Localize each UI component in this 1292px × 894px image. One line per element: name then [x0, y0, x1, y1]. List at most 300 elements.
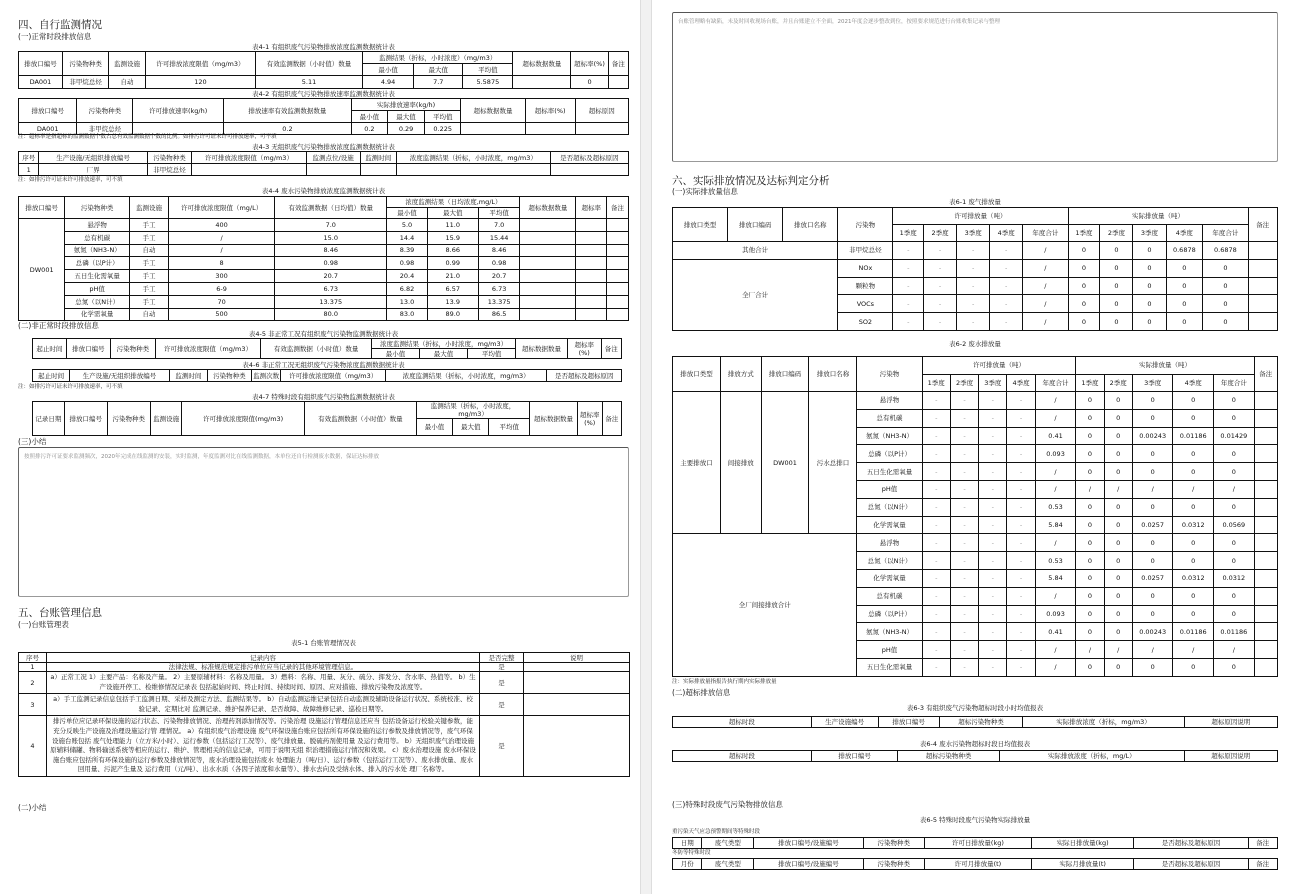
table-cell	[520, 257, 576, 270]
table-cell	[606, 244, 628, 257]
header-cell: 许可排放浓度限值(mg/m3)	[182, 402, 304, 436]
header-cell: 序号	[19, 653, 47, 663]
table-cell: 8.39	[387, 244, 427, 257]
table-cell	[524, 716, 630, 777]
table-cell: -	[979, 534, 1007, 552]
table-cell: 0.0312	[1173, 569, 1214, 587]
header-cell: 许可排放浓度限值（mg/m3）	[145, 52, 255, 76]
table-cell: -	[979, 463, 1007, 481]
table-cell: DW001	[761, 392, 809, 534]
table-cell: -	[1007, 427, 1035, 445]
header-cell: 超标时段	[673, 751, 812, 762]
table-cell: 0	[1173, 605, 1214, 623]
header-cell: 超标率(%)	[567, 339, 601, 359]
table-cell: 0	[1173, 409, 1214, 427]
header-cell: 监测结果（折标，小时浓度）（mg/m3）	[362, 52, 513, 64]
table-cell	[606, 282, 628, 295]
table-cell: 是	[480, 716, 524, 777]
table-cell: 6.57	[427, 282, 478, 295]
header-cell: 生产设施编号	[811, 717, 878, 728]
header-cell: 污染物种类	[208, 370, 251, 382]
header-cell: 最小值	[362, 64, 413, 76]
table-cell: 0	[1133, 242, 1166, 260]
table-cell: 0	[1076, 569, 1104, 587]
table-cell: -	[979, 480, 1007, 498]
header-cell: 超标污染物种类	[898, 751, 1000, 762]
table-cell	[524, 663, 630, 672]
table-cell: 0	[1173, 534, 1214, 552]
table-cell: -	[979, 516, 1007, 534]
table-cell	[396, 164, 550, 176]
table-cell: -	[922, 463, 950, 481]
table-cell: 0	[1166, 295, 1203, 313]
table-cell: 排污单位应记录环保设施的运行状态、污染物排放情况、治理药剂添加情况等。污染治理 设施运行管理信息还应当 包括设备运行校验关键参数，能充分反映生产设施及治理设施运行管 理情况。 a）有组织废气治理设施 废气环保设施台账应包括所有环保设施的运行参数及排放情况等，废气环保设施台账包括 废气处理能力（立方米/小时）、运行参数（包括运行工况等）、废气排放量、脱硫药剂使用量 及运行费用等。 b）无组织废气治理设施 原辅料储罐、物料输送系统等相应的运行、维护、管理相关的信息记录，可用于说明无组 织治理措施运行情况和效果。 c）废水治理设施 废水环保设施台账应包括所有环保设施的运行参数及排放情况等，废水治理设施包括废水 处理能力（吨/日）、运行参数（包括运行工况等）、废水排放量、废水回用量、污泥产生量及 运行费用（元/吨）、出水水质（各因子浓度和水量等）、排水去向及受纳水体、排入的污水处 理厂名称等。	[47, 716, 480, 777]
header-cell: 是否完整	[480, 653, 524, 663]
table-cell: -	[990, 313, 1023, 331]
table-cell: 0.6878	[1203, 242, 1248, 260]
table-6-1	[672, 207, 1278, 331]
table-cell: -	[979, 427, 1007, 445]
table-cell: 0.98	[387, 257, 427, 270]
table-cell: 手工	[130, 257, 169, 270]
header-cell: 是否超标及超标原因	[547, 370, 622, 382]
header-cell: 备注	[1254, 357, 1277, 392]
table-cell: -	[893, 313, 924, 331]
table-cell: 自动	[130, 308, 169, 321]
table-cell: 0	[1133, 277, 1166, 295]
header-cell: 浓度监测结果（日均浓度,mg/L）	[387, 197, 520, 208]
table-cell: 0	[1214, 658, 1255, 676]
table-cell: 0	[1132, 392, 1173, 410]
table-cell: 0.98	[478, 257, 519, 270]
header-cell: 排放口名称	[783, 208, 838, 242]
table-cell: -	[1007, 498, 1035, 516]
header-cell: 1季度	[922, 374, 950, 392]
table-cell: 0	[1104, 605, 1132, 623]
table-cell: 0	[1100, 313, 1133, 331]
header-cell: 4季度	[1007, 374, 1035, 392]
table-cell: 0	[1214, 445, 1255, 463]
table-cell	[1254, 516, 1277, 534]
header-cell: 实际月排放量(t)	[1031, 859, 1133, 870]
table-cell: 化学需氧量	[857, 516, 922, 534]
header-cell: 监测设施	[109, 52, 145, 76]
header-cell: 污染物种类	[147, 152, 192, 164]
table-cell: 70	[169, 295, 275, 308]
table-cell: 氨氮（NH3-N）	[857, 623, 922, 641]
table-cell: 氨氮（NH3-N）	[65, 244, 130, 257]
table-cell: 0	[1076, 587, 1104, 605]
table-cell: /	[1214, 480, 1255, 498]
header-cell: 3季度	[1132, 374, 1173, 392]
header-cell: 平均值	[489, 419, 530, 436]
table-cell: 手工	[130, 219, 169, 232]
table-cell: 0	[1173, 658, 1214, 676]
header-cell: 许可日排放量(kg)	[924, 838, 1031, 849]
table-cell: 0.01429	[1214, 427, 1255, 445]
header-cell: 超标数据数量	[461, 99, 526, 123]
table-cell: 6.82	[387, 282, 427, 295]
table-cell	[1254, 587, 1277, 605]
table-cell	[525, 123, 575, 135]
table-cell: 13.9	[427, 295, 478, 308]
table-cell: -	[950, 569, 978, 587]
section-4-sub2: (二)非正常时段排放信息	[18, 321, 99, 330]
note-6-2: 注：实际排放量指报告执行期内实际排放量	[672, 679, 777, 685]
table-cell: 300	[169, 270, 275, 283]
page-gutter-scrollbar[interactable]	[640, 0, 652, 894]
table-cell: -	[950, 427, 978, 445]
table-cell: 0	[1133, 313, 1166, 331]
table-cell: 0	[1132, 658, 1173, 676]
table-cell: 氨氮（NH3-N）	[857, 427, 922, 445]
header-cell: 说明	[524, 653, 630, 663]
table-cell: DW001	[19, 219, 65, 321]
table-cell: 7.0	[478, 219, 519, 232]
table-cell: -	[922, 587, 950, 605]
table-cell: 0	[1100, 242, 1133, 260]
table-cell: 0	[1100, 277, 1133, 295]
table-cell: 400	[169, 219, 275, 232]
table-cell: 0.41	[1035, 623, 1076, 641]
table-cell: 0.53	[1035, 552, 1076, 570]
monitoring-summary-textarea[interactable]: 按照排污许可证要求监测频次，2020年完成在线监测的安装，实时监测，年度监测对比在线监测数据，本单位还自行检测废水数据，保证达标排放	[18, 447, 629, 597]
header-cell: 监测设施	[130, 197, 169, 219]
table-cell: /	[1035, 409, 1076, 427]
table-cell: -	[950, 587, 978, 605]
table-cell: 0	[1173, 392, 1214, 410]
table-cell: -	[1007, 587, 1035, 605]
header-row	[19, 52, 629, 64]
table-cell: -	[957, 277, 990, 295]
table-cell: 0	[1173, 463, 1214, 481]
table-cell: 总氮（以N计）	[65, 295, 130, 308]
table-cell	[520, 295, 576, 308]
table-cell: 0.00243	[1132, 427, 1173, 445]
table-cell	[1254, 392, 1277, 410]
table-cell: 0	[1104, 427, 1132, 445]
table-cell: 0	[1214, 552, 1255, 570]
table-cell: 0	[1076, 498, 1104, 516]
table-cell: 5.84	[1035, 516, 1076, 534]
header-cell: 排放口编码	[728, 208, 783, 242]
header-cell: 排放口类型	[673, 208, 728, 242]
table-cell	[192, 164, 306, 176]
header-cell: 浓度监测结果（折标，小时浓度，mg/m3）	[396, 152, 550, 164]
header-cell: 监测时间	[169, 370, 208, 382]
table-cell: -	[893, 277, 924, 295]
table-cell: 0	[1104, 516, 1132, 534]
section-6-sub2: (二)超标排放信息	[672, 688, 731, 697]
header-cell: 最小值	[351, 111, 387, 123]
header-cell: 是否超标及超标原因	[1134, 859, 1248, 870]
table-cell: 3	[19, 694, 47, 716]
table-cell: 5.84	[1035, 569, 1076, 587]
table-cell: 0	[1166, 259, 1203, 277]
table-cell: 0	[1104, 623, 1132, 641]
header-cell: 浓度监测结果（折标，小时浓度，mg/m3）	[371, 339, 515, 349]
header-cell: 最大值	[414, 64, 463, 76]
header-cell: 实际排放浓度（折标，mg/L）	[1000, 751, 1184, 762]
table-cell: 0	[1132, 498, 1173, 516]
section-6-sub3: (三)特殊时段废气污染物排放信息	[672, 800, 783, 809]
table-cell: 4.94	[362, 76, 413, 89]
table-cell: 11.0	[427, 219, 478, 232]
table-cell: -	[924, 277, 957, 295]
table-cell: -	[950, 605, 978, 623]
header-cell: 1季度	[1076, 374, 1104, 392]
table-cell: 污水总排口	[809, 392, 857, 534]
header-cell: 生产设施/无组织排放编号	[70, 370, 169, 382]
header-cell: 3季度	[957, 225, 990, 242]
table-cell: 0	[1068, 242, 1100, 260]
table-cell: /	[1076, 480, 1104, 498]
table-cell	[133, 123, 224, 135]
table-cell: 0	[1214, 605, 1255, 623]
table-cell: /	[1023, 295, 1068, 313]
table-cell: /	[1035, 658, 1076, 676]
table-cell: /	[1023, 259, 1068, 277]
header-cell: 年度合计	[1203, 225, 1248, 242]
table-row	[19, 123, 629, 135]
header-row	[673, 859, 1278, 870]
table-cell: -	[922, 623, 950, 641]
table-cell: 0.225	[425, 123, 461, 135]
header-cell: 排放口编码	[761, 357, 809, 392]
table-cell	[520, 219, 576, 232]
table-cell: 0	[1173, 552, 1214, 570]
table-cell: 0	[1104, 498, 1132, 516]
header-cell: 备注	[601, 339, 621, 359]
table-6-3	[672, 716, 1278, 728]
table-cell: 总有机碳	[857, 409, 922, 427]
table-cell	[1254, 427, 1277, 445]
header-cell: 许可排放量（吨）	[893, 208, 1068, 225]
table-cell: -	[1007, 516, 1035, 534]
header-cell: 排放口类型	[673, 357, 721, 392]
header-cell: 序号	[19, 152, 39, 164]
header-cell: 平均值	[478, 208, 519, 219]
header-cell: 备注	[1248, 859, 1277, 870]
header-cell: 年度合计	[1023, 225, 1068, 242]
header-cell: 实际排放量（吨）	[1076, 357, 1254, 375]
table-cell	[1254, 641, 1277, 659]
table-cell: 6.73	[478, 282, 519, 295]
header-cell: 污染物种类	[863, 859, 924, 870]
table-cell	[306, 164, 360, 176]
table-4-3	[18, 151, 629, 176]
table-4-6	[32, 369, 622, 382]
header-cell: 排放口编号	[19, 99, 77, 123]
table-6-4	[672, 750, 1278, 762]
header-cell: 排放口编号/设施编号	[754, 859, 863, 870]
header-cell: 排放速率有效监测数据数量	[223, 99, 351, 123]
table-cell	[576, 244, 606, 257]
header-cell: 3季度	[1133, 225, 1166, 242]
header-cell: 实际日排放量(kg)	[1031, 838, 1133, 849]
table-cell: 15.9	[427, 231, 478, 244]
table-cell: 20.7	[275, 270, 387, 283]
table-cell: VOCs	[838, 295, 893, 313]
table-cell: 6-9	[169, 282, 275, 295]
table-cell: 0	[1132, 463, 1173, 481]
section-4-title: 四、自行监测情况	[18, 19, 102, 31]
table-cell: 0	[1104, 552, 1132, 570]
table-cell: -	[979, 658, 1007, 676]
table-cell	[1254, 534, 1277, 552]
table-cell: 0	[1068, 277, 1100, 295]
header-cell: 平均值	[425, 111, 461, 123]
table-cell: -	[990, 242, 1023, 260]
table-cell: 5.11	[256, 76, 363, 89]
table-cell: 86.5	[478, 308, 519, 321]
table-cell: 0.53	[1035, 498, 1076, 516]
header-row	[673, 751, 1278, 762]
table-cell: 2	[19, 672, 47, 694]
table-cell	[520, 244, 576, 257]
table-cell: -	[950, 409, 978, 427]
table-cell: -	[950, 641, 978, 659]
header-cell: 超标原因说明	[1184, 751, 1277, 762]
table-cell: 手工	[130, 282, 169, 295]
header-cell: 监测结果（折标，小时浓度，mg/m3）	[416, 402, 529, 419]
table-cell: -	[1007, 463, 1035, 481]
table-cell: 总有机碳	[857, 587, 922, 605]
header-cell: 备注	[606, 197, 628, 219]
header-row	[673, 838, 1278, 849]
header-cell: 监测设施	[150, 402, 182, 436]
table-cell: /	[1023, 277, 1068, 295]
header-cell: 许可排放浓度限值（mg/m3）	[281, 370, 385, 382]
table-cell: 0.98	[275, 257, 387, 270]
header-cell: 污染物种类	[111, 339, 155, 359]
table-cell	[606, 270, 628, 283]
table-cell: /	[1173, 641, 1214, 659]
table-cell: 0	[1068, 313, 1100, 331]
table-cell: -	[1007, 623, 1035, 641]
header-cell: 排放方式	[720, 357, 761, 392]
table-cell: 5.0	[387, 219, 427, 232]
table-cell: 0	[1214, 498, 1255, 516]
table-cell: 颗粒物	[838, 277, 893, 295]
table-cell: 13.375	[275, 295, 387, 308]
table-cell	[606, 308, 628, 321]
table-cell: 1	[19, 663, 47, 672]
table-cell: -	[1007, 658, 1035, 676]
header-cell: 最大值	[387, 111, 424, 123]
table-cell: -	[922, 605, 950, 623]
table-cell: a）正常工况 1）主要产品：名称及产量。 2）主要原辅材料：名称及用量。 3）燃料：名称、用量、灰分、硫分、挥发分、含水率、热值等。 b）生产设施开停工、检维修情况记录表 包括起始时间、终止时间、持续时间、原因、应对措施、排放污染物及浓度等。	[47, 672, 480, 694]
table-cell: 0.0312	[1214, 569, 1255, 587]
header-cell: 监测次数	[253, 371, 280, 380]
table-row	[19, 231, 629, 244]
table-cell	[576, 308, 606, 321]
header-cell: 监测时间	[360, 152, 396, 164]
header-cell: 2季度	[950, 374, 978, 392]
header-cell: 有效监测数据（小时值）数量	[261, 339, 372, 359]
table-cell: /	[1214, 641, 1255, 659]
table-cell	[575, 123, 629, 135]
table-cell: -	[957, 313, 990, 331]
table-cell: 0.093	[1035, 605, 1076, 623]
table-cell: 非甲烷总烃	[62, 76, 108, 89]
table-cell	[1254, 569, 1277, 587]
header-cell: 有效监测数据（小时值）数量	[256, 52, 363, 76]
header-cell: 超标率(%)	[577, 402, 602, 436]
table-cell: 0	[1132, 534, 1173, 552]
table-cell	[1254, 658, 1277, 676]
table-cell: 非甲烷总烃	[147, 164, 192, 176]
table-cell: -	[957, 295, 990, 313]
table-cell: 0	[1166, 313, 1203, 331]
table-cell: /	[1173, 480, 1214, 498]
header-row	[33, 339, 622, 349]
table-row	[19, 164, 629, 176]
table-cell: 1	[19, 164, 39, 176]
table-cell: NOx	[838, 259, 893, 277]
table-cell: 13.375	[478, 295, 519, 308]
table-6-4-caption: 表6-4 废水污染物超标时段日均值报表	[919, 740, 1031, 748]
table-cell: 自动	[130, 244, 169, 257]
header-cell: 记录日期	[33, 402, 65, 436]
table-row	[19, 257, 629, 270]
table-row	[19, 219, 629, 232]
table-cell: 0	[1076, 463, 1104, 481]
table-cell: 0	[1104, 445, 1132, 463]
table-cell: -	[1007, 409, 1035, 427]
table-cell: 6.73	[275, 282, 387, 295]
table-cell: 0	[1132, 409, 1173, 427]
header-cell: 超标率(%)	[525, 99, 575, 123]
table-cell: -	[922, 409, 950, 427]
table-cell: 0	[1076, 516, 1104, 534]
table-6-2-caption: 表6-2 废水排放量	[949, 340, 1001, 348]
table-cell: 0.2	[223, 123, 351, 135]
table-4-5	[32, 338, 622, 359]
table-cell: -	[922, 427, 950, 445]
table-cell: 0.29	[387, 123, 424, 135]
table-cell: 0	[1076, 623, 1104, 641]
header-cell: 超标时段	[673, 717, 812, 728]
table-row	[673, 242, 1278, 260]
table-cell: 0	[1214, 587, 1255, 605]
header-cell: 1季度	[893, 225, 924, 242]
table-cell	[1248, 313, 1277, 331]
section-5-title: 五、台账管理信息	[18, 607, 102, 619]
header-cell: 4季度	[1166, 225, 1203, 242]
header-cell: 污染物种类	[62, 52, 108, 76]
header-cell: 废气类型	[702, 838, 754, 849]
header-cell: 平均值	[468, 349, 516, 359]
table-cell	[576, 219, 606, 232]
table-cell: 是	[480, 694, 524, 716]
table-cell: 0	[1203, 277, 1248, 295]
table-cell: 0.0257	[1132, 569, 1173, 587]
table-cell: -	[979, 623, 1007, 641]
table-cell: -	[922, 552, 950, 570]
table-cell	[360, 164, 396, 176]
table-cell	[576, 257, 606, 270]
table-cell: 0	[1104, 409, 1132, 427]
table-cell: /	[1132, 641, 1173, 659]
table-cell: -	[950, 392, 978, 410]
table-cell	[576, 295, 606, 308]
table-cell: -	[950, 516, 978, 534]
ledger-summary-textarea[interactable]: 台账管理略有缺陷，未及时回收现场台账，并且台账建立不全面，2021年度会逐步整改到位，按照要求规范进行台账收集记录与整理	[672, 12, 1278, 162]
table-cell: 自动	[109, 76, 145, 89]
header-cell: 超标原因	[575, 99, 629, 123]
table-6-3-caption: 表6-3 有组织废气污染物超标时段小时均值报表	[906, 704, 1044, 712]
